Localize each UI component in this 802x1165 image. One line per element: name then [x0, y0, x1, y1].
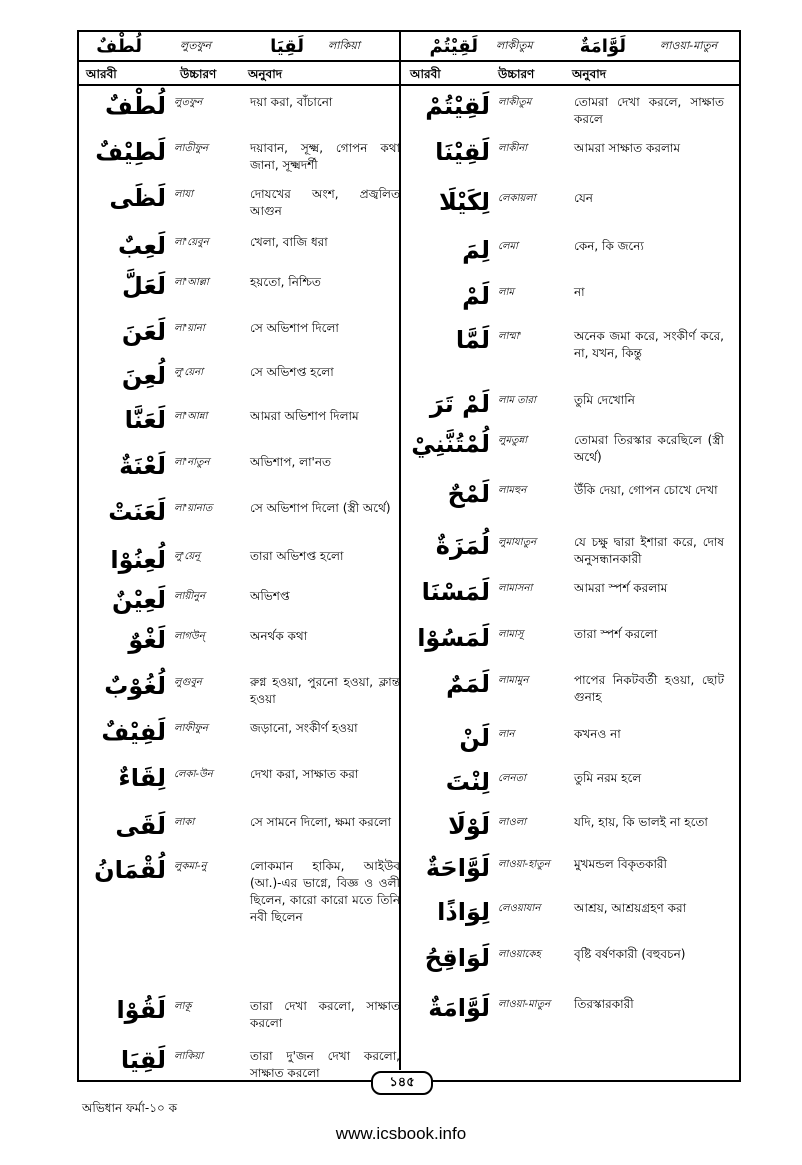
dictionary-entry [402, 768, 724, 812]
right-column [402, 92, 724, 1034]
entry-pronunciation: লেকায়লা [498, 193, 536, 204]
col-header-meaning-left: অনুবাদ [248, 67, 283, 81]
dictionary-entry [78, 272, 400, 318]
header-right-translit-1: লাকীতুম [496, 38, 533, 52]
entry-meaning: আশ্রয়, আশ্রয়গ্রহণ করা [574, 901, 687, 915]
dictionary-entry [402, 724, 724, 768]
entry-pronunciation: লুকমা-নু [174, 861, 207, 872]
entry-pronunciation: লাওয়াকেহ [498, 949, 541, 960]
entry-pronunciation: লা'আন্না [174, 411, 208, 422]
entry-meaning: দোযখের অংশ, প্রজ্বলিত আগুন [250, 187, 400, 218]
entry-pronunciation: লাওলা [498, 817, 527, 828]
entry-pronunciation: লা'আল্লা [174, 277, 209, 288]
entry-pronunciation: লা'য়ানাত [174, 503, 213, 514]
dictionary-entry [78, 362, 400, 406]
entry-pronunciation: লেনতা [498, 773, 526, 784]
dictionary-entry [78, 92, 400, 138]
entry-meaning: যদি, হায়, কি ভালই না হতো [574, 815, 708, 829]
col-header-arabic-left: আরবী [86, 67, 117, 81]
entry-arabic-word: لَقِيَا [120, 1046, 166, 1074]
col-header-arabic-right: আরবী [410, 67, 441, 81]
dictionary-entry [402, 480, 724, 532]
entry-meaning: তারা দু'জন দেখা করলো, সাক্ষাত করলো [250, 1049, 400, 1080]
entry-pronunciation: লেমা [498, 241, 518, 252]
entry-meaning: দয়া করা, বাঁচানো [250, 95, 333, 109]
entry-arabic-word: لُغُوْبٌ [104, 672, 166, 700]
entry-pronunciation: লেওয়াযান [498, 903, 541, 914]
entry-arabic-word: لِوَاذًا [437, 898, 490, 926]
entry-arabic-word: لَمْ تَرَ [429, 390, 490, 418]
entry-arabic-word: لُمَزَةٌ [435, 532, 490, 560]
entry-meaning: তারা অভিশপ্ত হলো [250, 549, 344, 563]
entry-pronunciation: লামাসনা [498, 583, 533, 594]
entry-arabic-word: لَعِيْنٌ [112, 586, 166, 614]
entry-pronunciation: লাকীনা [498, 143, 528, 154]
entry-arabic-word: لُمْتُنَّنِيْ [411, 430, 490, 458]
dictionary-entry [402, 812, 724, 854]
entry-meaning: তুমি দেখোনি [574, 393, 635, 407]
entry-arabic-word: لِنْتَ [445, 768, 490, 796]
entry-meaning: তুমি নরম হলে [574, 771, 642, 785]
entry-arabic-word: لَمَّا [455, 326, 490, 354]
entry-arabic-word: لَمْ [462, 282, 490, 310]
entry-pronunciation: লাতীফুন [174, 143, 208, 154]
entry-arabic-word: لَقِيْتُمْ [425, 92, 490, 120]
entry-arabic-word: لَوَاقِحُ [424, 944, 490, 972]
header-left-translit-2: লাকিয়া [328, 38, 360, 52]
entry-arabic-word: لَعَنَتْ [108, 498, 166, 526]
entry-pronunciation: লুতফুন [174, 97, 203, 108]
dictionary-entry [402, 92, 724, 138]
entry-pronunciation: লাম্মা' [498, 331, 522, 342]
dictionary-entry [78, 764, 400, 812]
entry-meaning: কখনও না [574, 727, 621, 741]
entry-meaning: অনেক জমা করে, সংকীর্ণ করে, না, যখন, কিন্তু [574, 329, 724, 360]
entry-arabic-word: لُعِنَ [121, 362, 166, 390]
entry-pronunciation: লাকীতুম [498, 97, 532, 108]
entry-arabic-word: لَعَنَ [121, 318, 166, 346]
entry-meaning: মুখমন্ডল বিকৃতকারী [574, 857, 667, 871]
dictionary-entry [78, 672, 400, 718]
dictionary-entry [402, 944, 724, 994]
column-header-rule [77, 84, 741, 86]
entry-arabic-word: لَظَى [109, 184, 166, 212]
dictionary-entry [402, 236, 724, 282]
header-right-translit-2: লাওয়া-মাতুন [660, 38, 718, 52]
entry-meaning: যে চক্ষু দ্বারা ইশারা করে, দোষ অনুসন্ধানকারী [574, 535, 724, 566]
entry-arabic-word: لِقَاءٌ [118, 764, 166, 792]
col-header-meaning-right: অনুবাদ [572, 67, 607, 81]
header-left-arabic-1: لُطْفٌ [96, 35, 142, 57]
dictionary-entry [78, 184, 400, 232]
entry-arabic-word: لَغْوٌ [128, 626, 166, 654]
entry-arabic-word: لَقِيْنَا [435, 138, 490, 166]
dictionary-entry [402, 854, 724, 898]
entry-meaning: তারা স্পর্শ করলো [574, 627, 658, 641]
dictionary-entry [78, 996, 400, 1046]
dictionary-entry [402, 138, 724, 188]
page-number: ১৪৫ [371, 1071, 433, 1095]
col-header-pron-right: উচ্চারণ [498, 67, 535, 81]
entry-arabic-word: لَمْحٌ [447, 480, 490, 508]
dictionary-entry [78, 1046, 400, 1086]
entry-pronunciation: লাওয়া-মাতুন [498, 999, 551, 1010]
entry-meaning: আমরা সাক্ষাত করলাম [574, 141, 681, 155]
entry-meaning: লোকমান হাকিম, আইউব (আ.)-এর ভাগ্নে, বিজ্ঞ ও ওলী ছিলেন, কারো কারো মতে তিনি নবী ছিলেন [250, 859, 400, 924]
entry-arabic-word: لَوْلَا [448, 812, 490, 840]
dictionary-entry [78, 546, 400, 586]
dictionary-entry [402, 994, 724, 1034]
entry-pronunciation: লু'য়েনা [174, 367, 204, 378]
entry-pronunciation: লাম [498, 287, 514, 298]
dictionary-entry [402, 578, 724, 624]
header-rule [77, 60, 741, 62]
entry-pronunciation: লাযা [174, 189, 194, 200]
entry-pronunciation: লুমাযাতুন [498, 537, 537, 548]
entry-meaning: না [574, 285, 585, 299]
entry-pronunciation: লায়ীনুন [174, 591, 206, 602]
entry-meaning: বৃষ্টি বর্ষণকারী (বহুবচন) [574, 947, 686, 961]
dictionary-entry [402, 430, 724, 480]
entry-meaning: খেলা, বাজি ধরা [250, 235, 328, 249]
entry-pronunciation: লুমতুন্না [498, 435, 528, 446]
entry-pronunciation: লাকিয়া [174, 1051, 203, 1062]
left-column [78, 92, 400, 1086]
dictionary-entry [78, 718, 400, 764]
dictionary-entry [402, 532, 724, 578]
dictionary-entry [78, 812, 400, 856]
entry-meaning: হয়তো, নিশ্চিত [250, 275, 321, 289]
entry-arabic-word: لَعَلَّ [122, 272, 166, 300]
entry-pronunciation: লু'য়েনূ [174, 551, 201, 562]
entry-arabic-word: لَعَنَّا [124, 406, 166, 434]
entry-arabic-word: لَمَسُوْا [417, 624, 490, 652]
dictionary-entry [78, 856, 400, 996]
entry-pronunciation: লামামুন [498, 675, 529, 686]
entry-pronunciation: লাওয়া-হাতুন [498, 859, 550, 870]
entry-meaning: সে অভিশাপ দিলো [250, 321, 339, 335]
entry-pronunciation: লাম তারা [498, 395, 536, 406]
entry-meaning: তারা দেখা করলো, সাক্ষাত করলো [250, 999, 400, 1030]
entry-arabic-word: لَقَى [115, 812, 166, 840]
entry-meaning: উঁকি দেয়া, গোপন চোখে দেখা [574, 483, 718, 497]
entry-meaning: সে অভিশাপ দিলো (স্ত্রী অর্থে) [250, 501, 391, 515]
dictionary-entry [78, 318, 400, 362]
entry-arabic-word: لِمَ [462, 236, 490, 264]
entry-meaning: সে অভিশপ্ত হলো [250, 365, 334, 379]
entry-meaning: দয়াবান, সূক্ষ্ম, গোপন কথা জানা, সূক্ষ্মদর্শী [250, 141, 400, 172]
dictionary-entry [402, 670, 724, 724]
entry-arabic-word: لَطِيْفٌ [95, 138, 166, 166]
entry-arabic-word: لَقُوْا [116, 996, 166, 1024]
entry-arabic-word: لَفِيْفٌ [101, 718, 166, 746]
entry-meaning: তোমরা তিরস্কার করেছিলে (স্ত্রী অর্থে) [574, 433, 724, 464]
entry-meaning: অভিশাপ, লা'নত [250, 455, 332, 469]
dictionary-entry [78, 586, 400, 626]
entry-arabic-word: لَعِبٌ [118, 232, 166, 260]
entry-pronunciation: লুগুবুন [174, 677, 202, 688]
entry-meaning: যেন [574, 191, 593, 205]
entry-pronunciation: লামহুন [498, 485, 527, 496]
header-right-arabic-1: لَقِيْتُمْ [429, 35, 478, 57]
entry-pronunciation: লা'য়ানা [174, 323, 205, 334]
header-left-translit-1: লুতফুন [180, 38, 212, 52]
entry-meaning: দেখা করা, সাক্ষাত করা [250, 767, 359, 781]
header-left-arabic-2: لَقِيَا [270, 35, 304, 57]
entry-meaning: তিরস্কারকারী [574, 997, 634, 1011]
dictionary-entry [78, 626, 400, 672]
dictionary-entry [78, 452, 400, 498]
entry-meaning: আমরা স্পর্শ করলাম [574, 581, 668, 595]
dictionary-entry [402, 624, 724, 670]
entry-arabic-word: لِكَيْلَا [439, 188, 490, 216]
entry-pronunciation: লান [498, 729, 515, 740]
entry-arabic-word: لُطْفٌ [105, 92, 166, 120]
entry-meaning: অভিশপ্ত [250, 589, 290, 603]
entry-pronunciation: লাফীফুন [174, 723, 208, 734]
entry-arabic-word: لَنْ [459, 724, 490, 752]
dictionary-entry [402, 188, 724, 236]
dictionary-entry [78, 138, 400, 184]
entry-meaning: তোমরা দেখা করলে, সাক্ষাত করলে [574, 95, 724, 126]
dictionary-entry [78, 232, 400, 272]
footer-note: অভিধান ফর্মা-১০ ক [82, 1101, 177, 1115]
entry-pronunciation: লা'য়েবুন [174, 237, 209, 248]
entry-pronunciation: লামাসূ [498, 629, 524, 640]
dictionary-entry [402, 898, 724, 944]
entry-pronunciation: লা'নাতুন [174, 457, 210, 468]
entry-arabic-word: لَوَّامَةٌ [428, 994, 490, 1022]
entry-arabic-word: لَمَسْنَا [421, 578, 490, 606]
dictionary-entry [78, 406, 400, 452]
entry-pronunciation: লাকূ [174, 1001, 192, 1012]
website-url: www.icsbook.info [335, 1124, 467, 1143]
entry-arabic-word: لُعِنُوْا [110, 546, 166, 574]
header-right-arabic-2: لَوَّامَةٌ [579, 35, 626, 57]
entry-pronunciation: লেকা-উন [174, 769, 213, 780]
dictionary-entry [78, 498, 400, 546]
entry-meaning: সে সামনে দিলো, ক্ষমা করলো [250, 815, 392, 829]
entry-meaning: আমরা অভিশাপ দিলাম [250, 409, 359, 423]
entry-meaning: রুগ্ন হওয়া, পুরনো হওয়া, ক্লান্ত হওয়া [250, 675, 400, 706]
entry-meaning: জড়ানো, সংকীর্ণ হওয়া [250, 721, 358, 735]
entry-arabic-word: لَوَّاحَةٌ [425, 854, 490, 882]
entry-meaning: কেন, কি জন্যে [574, 239, 644, 253]
entry-meaning: অনর্থক কথা [250, 629, 308, 643]
entry-meaning: পাপের নিকটবর্তী হওয়া, ছোট গুনাহ [574, 673, 724, 704]
col-header-pron-left: উচ্চারণ [180, 67, 217, 81]
entry-pronunciation: লাকা [174, 817, 195, 828]
entry-arabic-word: لَعْنَةٌ [119, 452, 166, 480]
dictionary-entry [402, 390, 724, 430]
entry-arabic-word: لُقْمَانُ [94, 856, 166, 884]
dictionary-entry [402, 282, 724, 326]
dictionary-entry [402, 326, 724, 390]
entry-pronunciation: লাগউন্ [174, 631, 205, 642]
entry-arabic-word: لَمَمٌ [446, 670, 490, 698]
